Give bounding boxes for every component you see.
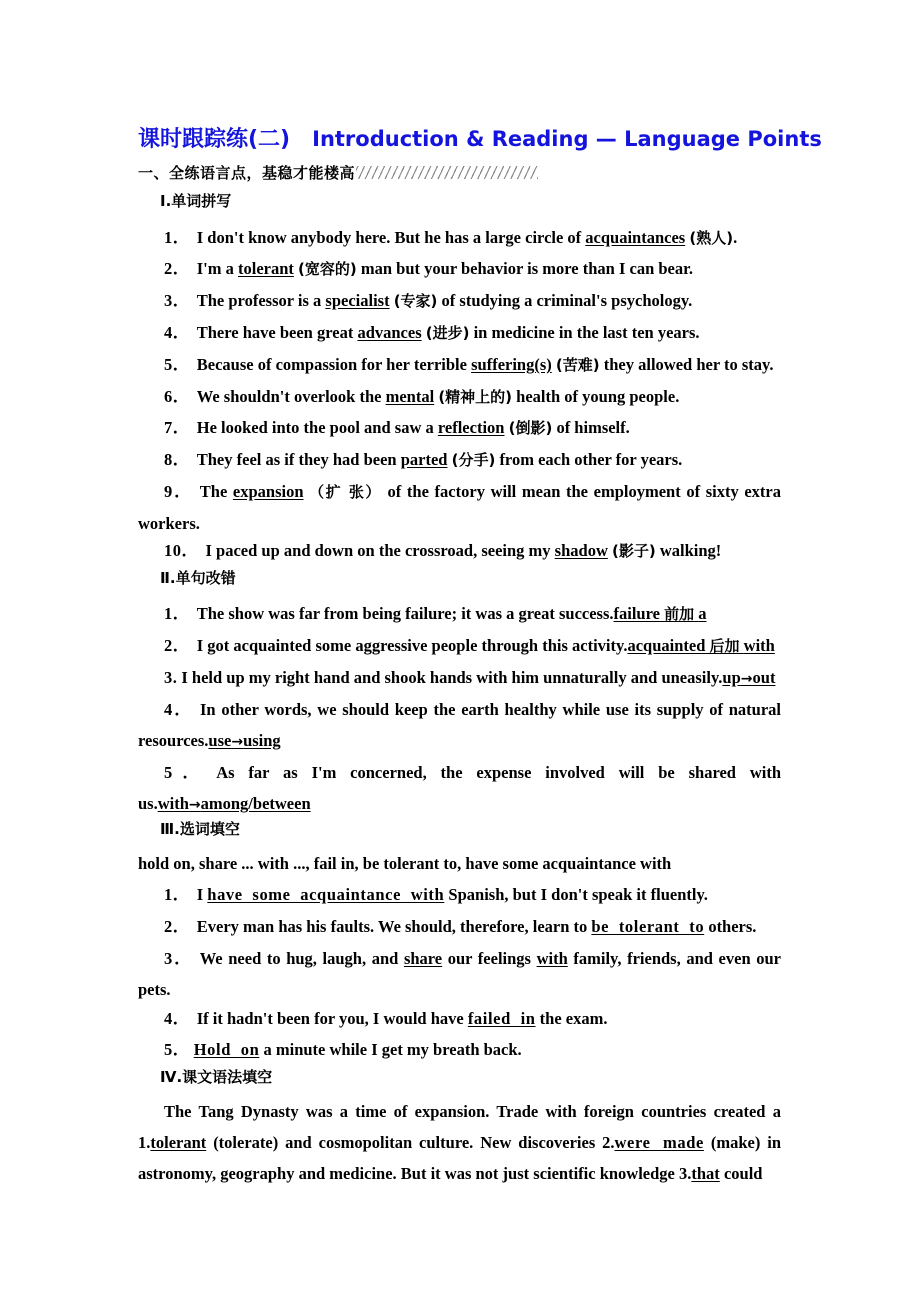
item-text-tail: of himself.	[552, 418, 630, 437]
item-number: 1．	[164, 885, 190, 904]
section-heading-2: Ⅱ.单句改错	[160, 569, 236, 587]
item-text: I don't know anybody here. But he has a large circle of	[196, 228, 586, 247]
item-answer-en2: using	[243, 731, 281, 750]
item-text: They feel as if they had been	[196, 450, 401, 469]
exercise-item	[138, 444, 781, 476]
item-text: Every man has his faults. We should, therefore, learn to	[196, 917, 592, 936]
item-number: 2．	[164, 917, 190, 936]
item-gloss: (影子)	[612, 542, 656, 560]
item-number: 9．	[164, 482, 193, 501]
item-text-tail: a minute while I get my breath back.	[259, 1040, 522, 1059]
correction-item	[138, 630, 781, 662]
item-gloss: (熟人)	[689, 229, 734, 247]
paragraph-blank-2: were made	[614, 1133, 704, 1152]
item-text: There have been great	[196, 323, 358, 342]
item-answer-en: with	[157, 794, 189, 813]
item-number: 6．	[164, 387, 190, 406]
correction-item	[138, 757, 781, 821]
item-number: 1．	[164, 604, 190, 623]
item-answer: have some acquaintance with	[207, 885, 445, 904]
item-answer: share	[403, 949, 443, 968]
cloze-item	[138, 1034, 781, 1065]
item-answer: advances	[357, 323, 422, 342]
exercise-item	[138, 253, 781, 285]
item-text: The show was far from being failure; it was a great success.	[196, 604, 614, 623]
item-text-tail: of studying a criminal's psychology.	[437, 291, 693, 310]
item-answer-en: up	[722, 668, 741, 687]
part-heading	[138, 160, 778, 184]
item-text: I paced up and down on the crossroad, seeing my	[205, 541, 555, 560]
item-gloss: (苦难)	[555, 356, 600, 374]
hatch-decoration-icon	[356, 166, 538, 179]
grammar-fill-paragraph	[138, 1096, 781, 1189]
item-number: 4．	[164, 700, 193, 719]
item-text: As far as I'm concerned, the expense involved will be shared with us.	[138, 763, 781, 813]
item-gloss: (精神上的)	[438, 388, 513, 406]
exercise-item	[138, 285, 781, 317]
item-answer-en2: a	[698, 604, 707, 623]
exercise-item	[138, 349, 781, 381]
item-text-tail: in medicine in the last ten years.	[469, 323, 700, 342]
arrow-icon: →	[740, 671, 753, 687]
item-text-tail: family, friends, and even our pets.	[138, 949, 781, 999]
item-text-tail: walking!	[655, 541, 722, 560]
paragraph-blank-1: tolerant	[150, 1133, 207, 1152]
item-answer-en2: with	[743, 636, 775, 655]
item-answer-en2: out	[752, 668, 776, 687]
paragraph-segment-3: (make) in astronomy, geography and medicine. But it was not just scientific knowledge 3.	[138, 1133, 782, 1183]
item-answer: acquaintances	[585, 228, 686, 247]
item-answer: failed in	[467, 1009, 536, 1028]
item-number: 5．	[164, 1040, 190, 1059]
item-text-tail: .	[733, 228, 738, 247]
item-answer: suffering(s)	[471, 355, 552, 374]
cloze-item	[138, 911, 781, 942]
paragraph-segment-4: could	[719, 1164, 763, 1183]
part-heading-label: 一、全练语言点，基稳才能楼高	[138, 163, 356, 182]
item-text: We shouldn't overlook the	[196, 387, 386, 406]
exercise-item	[138, 535, 781, 567]
item-text: I'm a	[196, 259, 238, 278]
item-answer-en2: among/between	[200, 794, 311, 813]
exercise-item	[138, 381, 781, 413]
section-heading-4: Ⅳ.课文语法填空	[160, 1068, 273, 1086]
paragraph-blank-3: that	[691, 1164, 720, 1183]
exercise-item	[138, 222, 781, 254]
item-gloss: (宽容的)	[298, 260, 357, 278]
section-heading-1: Ⅰ.单词拼写	[160, 192, 232, 210]
item-answer-cn: 前加	[664, 605, 695, 623]
item-answer: expansion	[232, 482, 304, 501]
item-gloss: (专家)	[393, 292, 438, 310]
item-number: 2．	[164, 636, 190, 655]
item-text-tail: the exam.	[535, 1009, 608, 1028]
page-title-en: Introduction & Reading — Language Points	[312, 127, 822, 151]
item-text: Because of compassion for her terrible	[196, 355, 472, 374]
item-answer: tolerant	[238, 259, 294, 278]
item-number: 2．	[164, 259, 190, 278]
item-text: The professor is a	[196, 291, 326, 310]
item-text-tail: Spanish, but I don't speak it fluently.	[444, 885, 708, 904]
correction-item	[138, 662, 781, 695]
item-gloss: (进步)	[425, 324, 470, 342]
cloze-item	[138, 1003, 781, 1034]
paragraph-segment-1: The Tang Dynasty was a time of expansion. Trade with foreign countries created a 1.	[138, 1102, 781, 1152]
arrow-icon: →	[188, 797, 201, 813]
item-text-tail: others.	[704, 917, 757, 936]
item-text: We need to hug, laugh, and	[199, 949, 404, 968]
page-title-cn: 课时跟踪练(二)	[138, 127, 291, 152]
item-answer: parted	[400, 450, 448, 469]
cloze-item	[138, 879, 781, 910]
item-text-tail: man but your behavior is more than I can bear.	[356, 259, 694, 278]
item-number: 5．	[164, 355, 190, 374]
item-answer-en: use	[208, 731, 232, 750]
item-number: 3．	[164, 291, 190, 310]
item-answer: reflection	[437, 418, 505, 437]
item-text: If it hadn't been for you, I would have	[196, 1009, 468, 1028]
item-gloss: （扩 张）	[309, 483, 382, 501]
page-title	[138, 122, 822, 156]
item-text-tail: they allowed her to stay.	[599, 355, 774, 374]
correction-item	[138, 598, 781, 630]
item-number: 10．	[164, 541, 199, 560]
item-answer-en: acquainted	[627, 636, 706, 655]
correction-item	[138, 694, 781, 758]
word-bank: hold on, share ... with ..., fail in, be tolerant to, have some acquaintance with	[138, 854, 672, 873]
arrow-icon: →	[231, 734, 244, 750]
paragraph-segment-2: (tolerate) and cosmopolitan culture. New discoveries 2.	[206, 1133, 615, 1152]
item-text: I held up my right hand and shook hands with him unnaturally and uneasily.	[181, 668, 723, 687]
item-number: 3．	[164, 949, 193, 968]
item-number: 8．	[164, 450, 190, 469]
item-number: 3.	[164, 668, 178, 687]
item-answer-cn: 后加	[709, 637, 740, 655]
section-heading-3: Ⅲ.选词填空	[160, 820, 240, 838]
exercise-item	[138, 317, 781, 349]
exercise-item	[138, 412, 781, 444]
item-text: He looked into the pool and saw a	[196, 418, 438, 437]
item-number: 1．	[164, 228, 190, 247]
exercise-item	[138, 476, 781, 539]
item-text: I got acquainted some aggressive people through this activity.	[196, 636, 628, 655]
item-answer: Hold on	[193, 1040, 260, 1059]
item-number: 7．	[164, 418, 190, 437]
item-text: The	[199, 482, 233, 501]
item-answer-en: failure	[613, 604, 660, 623]
item-gloss: (倒影)	[508, 419, 553, 437]
item-answer: be tolerant to	[591, 917, 705, 936]
item-number: 4．	[164, 323, 190, 342]
item-text: In other words, we should keep the earth healthy while use its supply of natural resources.	[138, 700, 782, 750]
item-text-tail: of the factory will mean the employment of sixty extra workers.	[138, 482, 781, 533]
item-answer-2: with	[536, 949, 568, 968]
item-answer: shadow	[554, 541, 608, 560]
item-text-tail: from each other for years.	[495, 450, 683, 469]
item-text-mid: our feelings	[442, 949, 537, 968]
item-answer: specialist	[325, 291, 390, 310]
item-gloss: (分手)	[451, 451, 496, 469]
item-number: 5．	[164, 763, 210, 782]
item-answer: mental	[385, 387, 435, 406]
item-text-tail: health of young people.	[512, 387, 680, 406]
item-number: 4．	[164, 1009, 190, 1028]
item-text: I	[196, 885, 208, 904]
cloze-item	[138, 943, 781, 1005]
